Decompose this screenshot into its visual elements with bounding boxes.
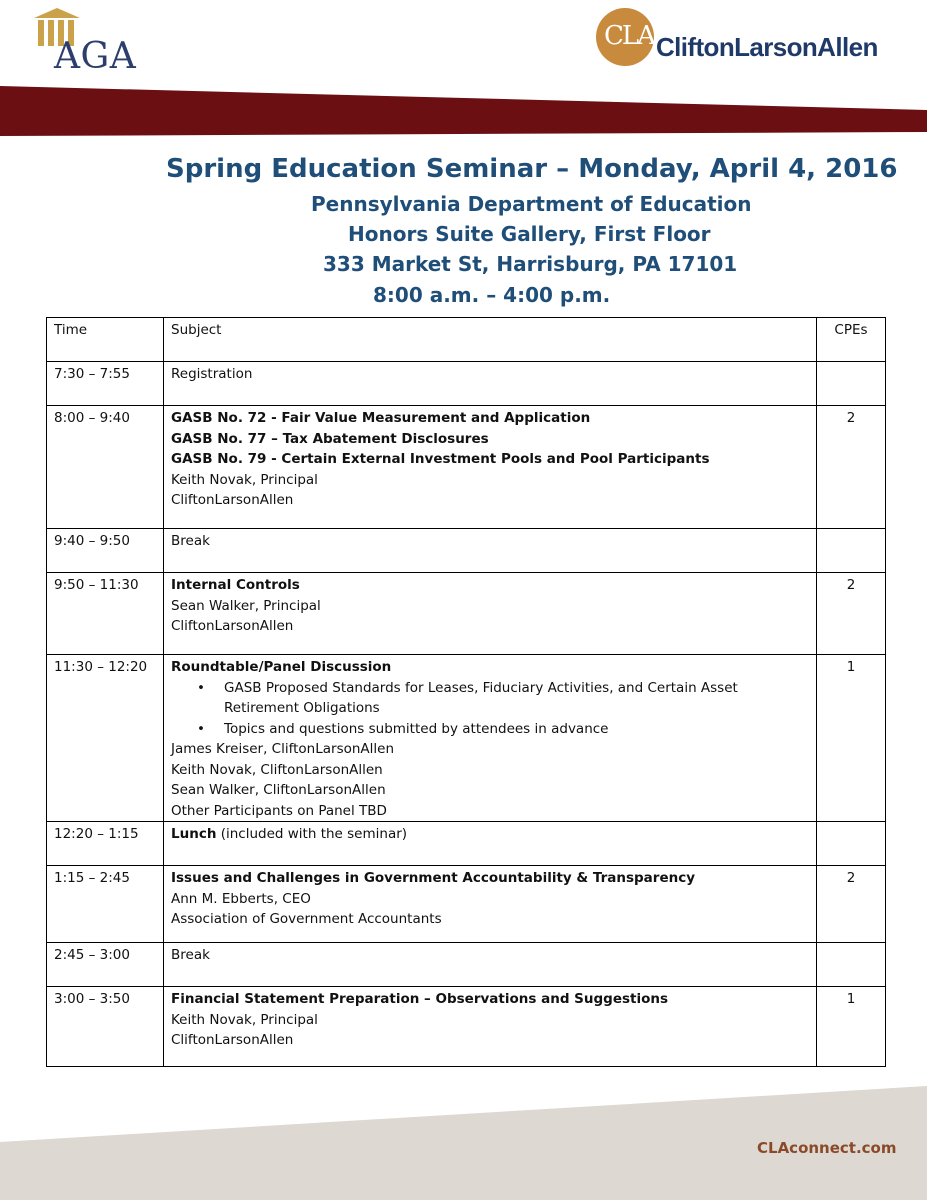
row-cpe: 2 xyxy=(817,406,886,529)
cla-mark-text: CLA xyxy=(604,21,654,51)
table-row xyxy=(47,822,886,866)
table-header-row xyxy=(47,318,886,362)
session-title: GASB No. 72 - Fair Value Measurement and Application xyxy=(171,410,591,426)
session-title: GASB No. 79 - Certain External Investment Pools and Pool Participants xyxy=(171,451,710,467)
session-title: Roundtable/Panel Discussion xyxy=(171,659,392,675)
row-cpe xyxy=(817,943,886,987)
row-time: 7:30 – 7:55 xyxy=(47,362,164,406)
session-title: Financial Statement Preparation – Observations and Suggestions xyxy=(171,991,669,1007)
header-subject: Subject xyxy=(164,318,817,362)
venue-address: 333 Market St, Harrisburg, PA 17101 xyxy=(323,252,738,276)
panelist: James Kreiser, CliftonLarsonAllen xyxy=(171,741,395,757)
bullet-item xyxy=(197,678,809,719)
row-cpe xyxy=(817,529,886,573)
panelist: Keith Novak, CliftonLarsonAllen xyxy=(171,761,383,778)
subject-line: Registration xyxy=(171,366,253,382)
table-row xyxy=(47,943,886,987)
cla-logo xyxy=(596,8,896,70)
venue-name: Pennsylvania Department of Education xyxy=(311,192,752,216)
seminar-hours: 8:00 a.m. – 4:00 p.m. xyxy=(373,283,611,307)
row-time: 12:20 – 1:15 xyxy=(47,822,164,866)
table-row xyxy=(47,866,886,943)
speaker-org: CliftonLarsonAllen xyxy=(171,618,294,634)
table-row xyxy=(47,529,886,573)
footer-website[interactable]: CLAconnect.com xyxy=(757,1139,897,1157)
table-row xyxy=(47,987,886,1067)
aga-logo xyxy=(30,8,165,77)
header-banner xyxy=(0,86,927,138)
seminar-title: Spring Education Seminar – Monday, April 4, 2016 xyxy=(166,154,898,184)
row-subject xyxy=(164,529,817,573)
row-subject xyxy=(164,655,817,822)
row-subject xyxy=(164,943,817,987)
bullet-icon: • xyxy=(197,679,205,696)
row-subject xyxy=(164,822,817,866)
bullet-item xyxy=(197,719,809,740)
speaker-name: Sean Walker, Principal xyxy=(171,597,321,614)
panelist: Other Participants on Panel TBD xyxy=(171,802,387,819)
row-time: 1:15 – 2:45 xyxy=(47,866,164,943)
speaker-org: CliftonLarsonAllen xyxy=(171,492,294,508)
row-time: 9:50 – 11:30 xyxy=(47,573,164,655)
cla-mark-icon xyxy=(596,8,654,66)
row-cpe: 1 xyxy=(817,655,886,822)
bullet-icon: • xyxy=(197,720,205,737)
venue-room: Honors Suite Gallery, First Floor xyxy=(348,222,711,246)
subject-line: Break xyxy=(171,533,210,549)
session-title: Issues and Challenges in Government Accountability & Transparency xyxy=(171,870,696,886)
subject-note: (included with the seminar) xyxy=(216,826,408,842)
subject-line: Break xyxy=(171,947,210,963)
row-time: 3:00 – 3:50 xyxy=(47,987,164,1067)
session-title: Internal Controls xyxy=(171,577,300,593)
panelist: Sean Walker, CliftonLarsonAllen xyxy=(171,782,386,798)
row-subject xyxy=(164,573,817,655)
row-subject xyxy=(164,987,817,1067)
speaker-org: CliftonLarsonAllen xyxy=(171,1032,294,1048)
header-time: Time xyxy=(47,318,164,362)
cla-logo-text: CliftonLarsonAllen xyxy=(656,32,878,62)
table-row xyxy=(47,655,886,822)
speaker-name: Keith Novak, Principal xyxy=(171,1011,318,1028)
row-cpe: 2 xyxy=(817,866,886,943)
table-row xyxy=(47,362,886,406)
bullet-text: GASB Proposed Standards for Leases, Fiduciary Activities, and Certain Asset Retirement Obligations xyxy=(224,679,738,716)
aga-logo-text: AGA xyxy=(54,36,137,77)
row-cpe xyxy=(817,362,886,406)
session-title: Lunch xyxy=(171,826,217,842)
table-row xyxy=(47,406,886,529)
session-title: GASB No. 77 – Tax Abatement Disclosures xyxy=(171,430,489,447)
table-row xyxy=(47,573,886,655)
bullet-list xyxy=(171,678,809,740)
row-subject xyxy=(164,406,817,529)
row-subject xyxy=(164,362,817,406)
row-time: 8:00 – 9:40 xyxy=(47,406,164,529)
schedule-table xyxy=(46,317,886,1067)
speaker-org: Association of Government Accountants xyxy=(171,911,442,927)
speaker-name: Keith Novak, Principal xyxy=(171,471,318,488)
bullet-text: Topics and questions submitted by attendees in advance xyxy=(224,720,609,737)
row-time: 9:40 – 9:50 xyxy=(47,529,164,573)
header-cpes: CPEs xyxy=(817,318,886,362)
row-cpe: 2 xyxy=(817,573,886,655)
row-cpe xyxy=(817,822,886,866)
row-time: 2:45 – 3:00 xyxy=(47,943,164,987)
row-cpe: 1 xyxy=(817,987,886,1067)
speaker-name: Ann M. Ebberts, CEO xyxy=(171,890,311,907)
row-time: 11:30 – 12:20 xyxy=(47,655,164,822)
row-subject xyxy=(164,866,817,943)
